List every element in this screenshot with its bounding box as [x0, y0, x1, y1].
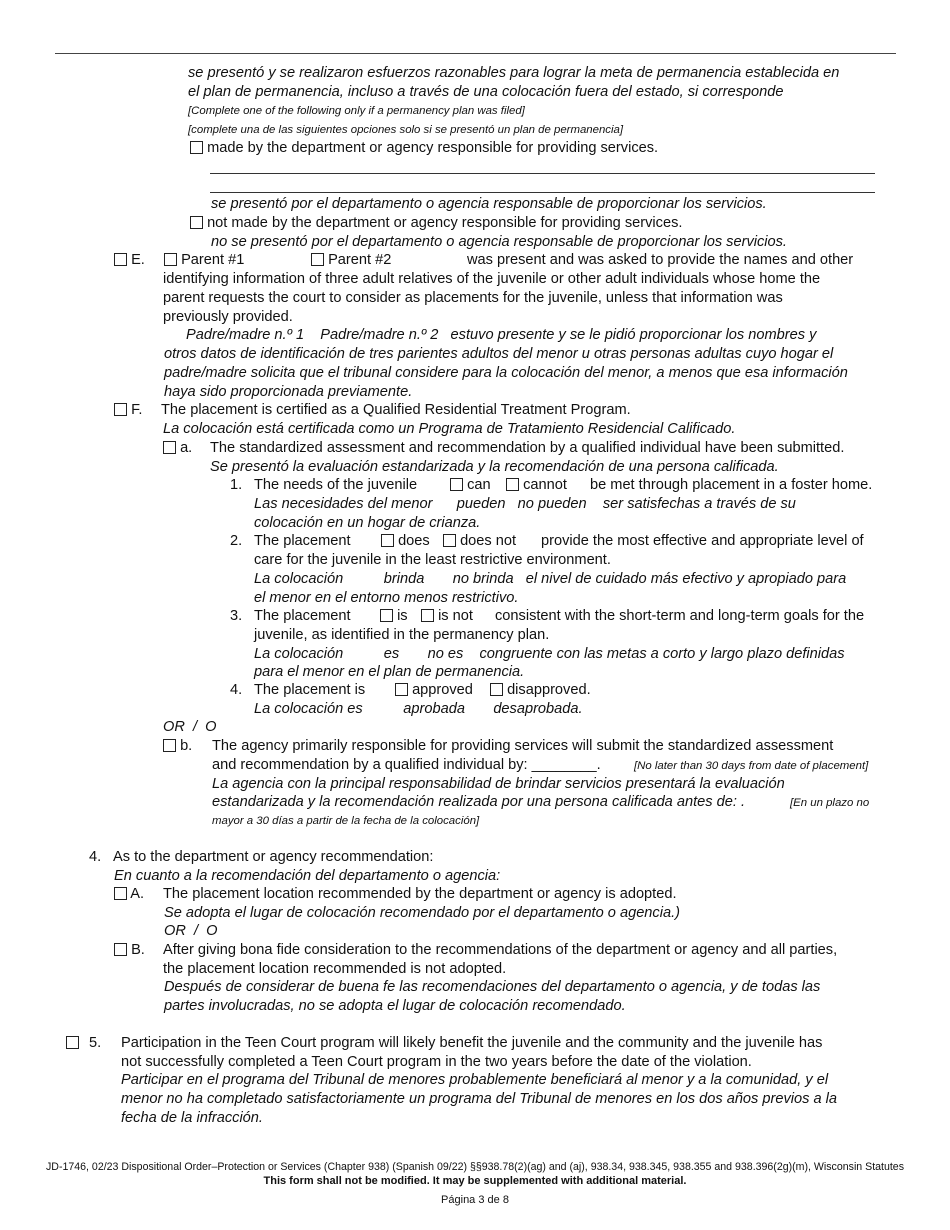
- f-b-en-2: and recommendation by a qualified individual by: ________.: [212, 757, 601, 773]
- section-4-es: En cuanto a la recomendación del departamento o agencia:: [114, 868, 501, 884]
- section-f-label: F.: [131, 402, 143, 418]
- item2-number: 2.: [230, 533, 243, 549]
- section-f-en: The placement is certified as a Qualified Residential Treatment Program.: [161, 402, 631, 418]
- section-e-checkbox[interactable]: [114, 253, 127, 266]
- section-f-checkbox[interactable]: [114, 403, 127, 416]
- section-e-en-1: was present and was asked to provide the names and other: [467, 252, 854, 268]
- item3-number: 3.: [230, 608, 243, 624]
- item4-approved-option: [395, 681, 473, 700]
- item2-does-label: does: [398, 533, 430, 549]
- intro-es-line2: el plan de permanencia, incluso a través de una colocación fuera del estado, si corresponde: [188, 84, 784, 100]
- section-5-en-1: Participation in the Teen Court program will likely benefit the juvenile and the community and the juvenile has: [121, 1035, 823, 1051]
- notmade-es: no se presentó por el departamento o agencia responsable de proporcionar los servicios.: [211, 234, 787, 250]
- section-5-en-2: not successfully completed a Teen Court program in the two years before the date of the violation.: [121, 1054, 752, 1070]
- section-5-es-2: menor no ha completado satisfactoriamente un programa del Tribunal de menores en los dos años previos a la: [121, 1091, 838, 1107]
- item4-disapproved-option: [490, 681, 591, 700]
- item4-approved-checkbox[interactable]: [395, 683, 408, 696]
- item4-disapproved-label: disapproved.: [507, 682, 591, 698]
- f-b-label: b.: [180, 738, 193, 754]
- section-e-es-4: haya sido proporcionada previamente.: [164, 384, 413, 400]
- s4-a-es: Se adopta el lugar de colocación recomendado por el departamento o agencia.): [164, 905, 680, 921]
- made-line-2[interactable]: [210, 192, 875, 193]
- f-a-header: [163, 439, 192, 458]
- footer-form-line: JD-1746, 02/23 Dispositional Order–Protection or Services (Chapter 938) (Spanish 09/22) §§938.78(2)(ag) and (aj), 938.34, 938.345, 938.355 and 938.396(2g)(m), Wisconsin Statutes: [46, 1161, 904, 1173]
- item3-en-b: consistent with the short-term and long-term goals for the: [495, 608, 865, 624]
- s4-a-checkbox[interactable]: [114, 887, 127, 900]
- item3-isnot-option: [421, 607, 473, 626]
- item2-does-checkbox[interactable]: [381, 534, 394, 547]
- section-e-es-2: otros datos de identificación de tres parientes adultos del menor u otras personas adultas cuyo hogar el: [164, 346, 834, 362]
- s4-or-divider: OR / O: [164, 923, 218, 939]
- section-e-label: E.: [131, 252, 145, 268]
- section-f-header: [114, 401, 142, 420]
- s4-b-checkbox[interactable]: [114, 943, 127, 956]
- item2-doesnot-checkbox[interactable]: [443, 534, 456, 547]
- section-f-es: La colocación está certificada como un Programa de Tratamiento Residencial Calificado.: [163, 421, 736, 437]
- item2-es-1: La colocación brinda no brinda el nivel de cuidado más efectivo y apropiado para: [254, 571, 847, 587]
- item2-does-option: [381, 532, 430, 551]
- s4-b-header: [114, 941, 145, 960]
- section-5-header: [66, 1034, 79, 1053]
- f-a-es: Se presentó la evaluación estandarizada y la recomendación de una persona calificada.: [210, 459, 779, 475]
- parent1-checkbox[interactable]: [164, 253, 177, 266]
- s4-b-es-1: Después de considerar de buena fe las recomendaciones del departamento o agencia, y de todas las: [164, 979, 821, 995]
- intro-es-line1: se presentó y se realizaron esfuerzos razonables para lograr la meta de permanencia establecida en: [188, 65, 840, 81]
- f-b-es-2: estandarizada y la recomendación realizada por una persona calificada antes de: .: [212, 794, 746, 810]
- item4-number: 4.: [230, 682, 243, 698]
- item3-es-2: para el menor en el plan de permanencia.: [254, 664, 525, 680]
- item3-is-checkbox[interactable]: [380, 609, 393, 622]
- item1-can-option: [450, 476, 491, 495]
- section-e-en-4: previously provided.: [163, 309, 293, 325]
- f-b-es-1: La agencia con la principal responsabilidad de brindar servicios presentará la evaluación: [212, 776, 785, 792]
- section-5-es-3: fecha de la infracción.: [121, 1110, 263, 1126]
- parent1-label: Parent #1: [181, 252, 245, 268]
- f-b-note-es-2: mayor a 30 días a partir de la fecha de la colocación]: [212, 815, 480, 827]
- section-e-es-3: padre/madre solicita que el tribunal considere para la colocación del menor, a menos que esa información: [164, 365, 848, 381]
- parent2-option: [311, 251, 391, 270]
- section-4-number: 4.: [89, 849, 102, 865]
- parent1-option: [164, 251, 244, 270]
- section-5-number: 5.: [89, 1035, 102, 1051]
- item3-es-1: La colocación es no es congruente con las metas a corto y largo plazo definidas: [254, 646, 845, 662]
- section-e-en-2: identifying information of three adult relatives of the juvenile or other adult individuals whose home the: [163, 271, 821, 287]
- s4-a-en: The placement location recommended by the department or agency is adopted.: [163, 886, 677, 902]
- f-b-note-en: [No later than 30 days from date of placement]: [634, 760, 869, 772]
- notmade-label: not made by the department or agency responsible for providing services.: [207, 215, 683, 231]
- item4-es: La colocación es aprobada desaprobada.: [254, 701, 583, 717]
- item2-doesnot-option: [443, 532, 516, 551]
- item4-approved-label: approved: [412, 682, 473, 698]
- intro-note-en: [Complete one of the following only if a permanency plan was filed]: [188, 105, 525, 117]
- f-b-checkbox[interactable]: [163, 739, 176, 752]
- intro-note-es: [complete una de las siguientes opciones solo si se presentó un plan de permanencia]: [188, 124, 624, 136]
- item2-en-a: The placement: [254, 533, 351, 549]
- item2-en-2: care for the juvenile in the least restrictive environment.: [254, 552, 611, 568]
- top-rule: [55, 53, 896, 54]
- s4-b-en-2: the placement location recommended is not adopted.: [163, 961, 507, 977]
- item1-can-label: can: [467, 477, 491, 493]
- made-label: made by the department or agency responsible for providing services.: [207, 140, 659, 156]
- parent2-label: Parent #2: [328, 252, 392, 268]
- f-a-en: The standardized assessment and recommendation by a qualified individual have been submitted.: [210, 440, 845, 456]
- item1-es-1: Las necesidades del menor pueden no pueden ser satisfechas a través de su: [254, 496, 796, 512]
- section-e-header: [114, 251, 145, 270]
- item1-en-a: The needs of the juvenile: [254, 477, 418, 493]
- s4-a-label: A.: [130, 886, 145, 902]
- made-line-1[interactable]: [210, 173, 875, 174]
- item1-number: 1.: [230, 477, 243, 493]
- made-checkbox[interactable]: [190, 141, 203, 154]
- section-e-en-3: parent requests the court to consider as placements for the juvenile, unless that information was: [163, 290, 783, 306]
- item2-en-b: provide the most effective and appropriate level of: [541, 533, 864, 549]
- s4-b-label: B.: [131, 942, 145, 958]
- f-b-en-1: The agency primarily responsible for providing services will submit the standardized assessment: [212, 738, 834, 754]
- item3-isnot-label: is not: [438, 608, 473, 624]
- item3-isnot-checkbox[interactable]: [421, 609, 434, 622]
- item3-is-label: is: [397, 608, 408, 624]
- item2-doesnot-label: does not: [460, 533, 517, 549]
- item1-can-checkbox[interactable]: [450, 478, 463, 491]
- f-a-checkbox[interactable]: [163, 441, 176, 454]
- item4-en-a: The placement is: [254, 682, 366, 698]
- item3-en-2: juvenile, as identified in the permanency plan.: [254, 627, 550, 643]
- f-b-header: [163, 737, 192, 756]
- section-4-en: As to the department or agency recommendation:: [113, 849, 434, 865]
- section-5-checkbox[interactable]: [66, 1036, 79, 1049]
- item1-cannot-option: [506, 476, 567, 495]
- f-or-divider: OR / O: [163, 719, 217, 735]
- s4-a-header: [114, 885, 144, 904]
- notmade-option: [190, 214, 682, 233]
- footer-notice: This form shall not be modified. It may be supplemented with additional material.: [263, 1175, 687, 1187]
- s4-b-en-1: After giving bona fide consideration to the recommendations of the department or agency and all parties,: [163, 942, 838, 958]
- s4-b-es-2: partes involucradas, no se adopta el lugar de colocación recomendado.: [164, 998, 626, 1014]
- item1-es-2: colocación en un hogar de crianza.: [254, 515, 481, 531]
- item2-es-2: el menor en el entorno menos restrictivo.: [254, 590, 519, 606]
- item1-en-b: be met through placement in a foster home.: [590, 477, 873, 493]
- f-a-label: a.: [180, 440, 193, 456]
- item4-disapproved-checkbox[interactable]: [490, 683, 503, 696]
- notmade-checkbox[interactable]: [190, 216, 203, 229]
- f-b-note-es-1: [En un plazo no: [790, 797, 870, 809]
- item1-cannot-label: cannot: [523, 477, 567, 493]
- item3-is-option: [380, 607, 408, 626]
- made-es: se presentó por el departamento o agencia responsable de proporcionar los servicios.: [211, 196, 767, 212]
- page-number: Página 3 de 8: [441, 1194, 509, 1206]
- section-5-es-1: Participar en el programa del Tribunal de menores probablemente beneficiará al menor y a la comunidad, y el: [121, 1072, 829, 1088]
- item3-en-a: The placement: [254, 608, 351, 624]
- section-e-es-1: Padre/madre n.º 1 Padre/madre n.º 2 estuvo presente y se le pidió proporcionar los nombres y: [186, 327, 817, 343]
- parent2-checkbox[interactable]: [311, 253, 324, 266]
- made-option: [190, 139, 658, 158]
- item1-cannot-checkbox[interactable]: [506, 478, 519, 491]
